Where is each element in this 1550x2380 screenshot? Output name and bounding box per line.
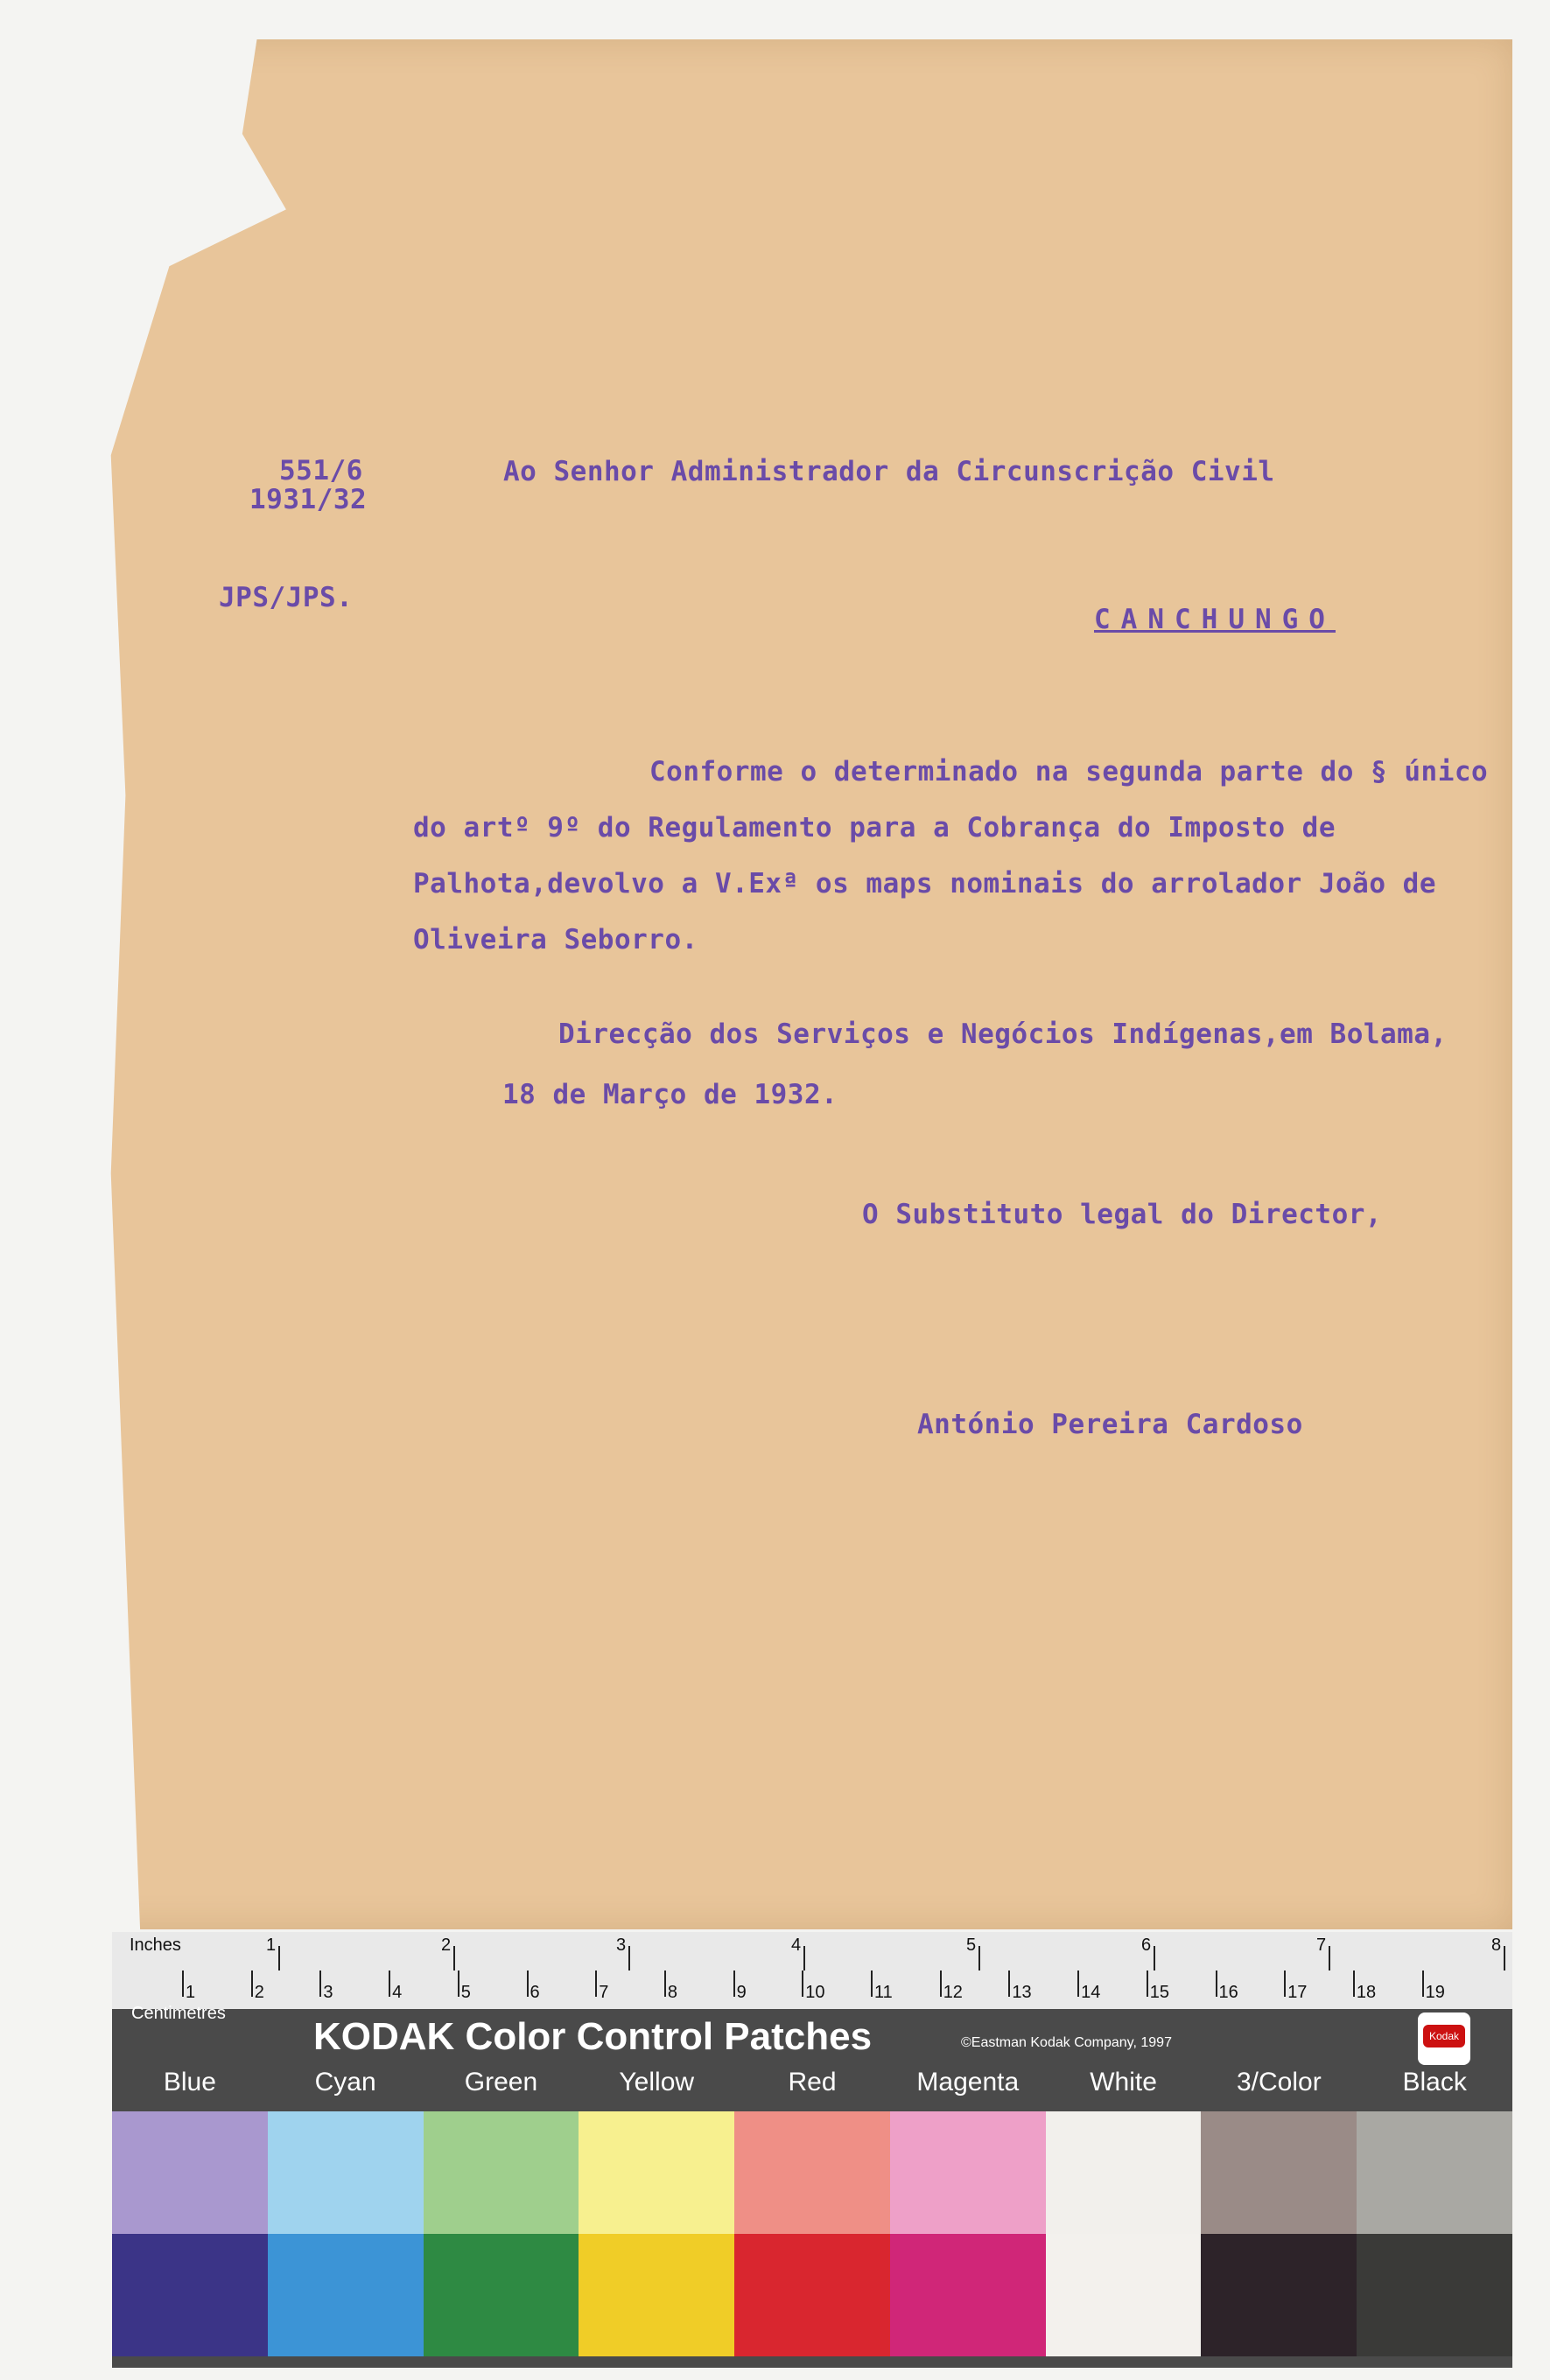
patch-dark — [112, 2234, 268, 2356]
cm-tick — [389, 1970, 390, 1997]
patch-label: Red — [788, 2068, 837, 2096]
patch-light — [734, 2111, 890, 2234]
cm-tick — [1147, 1970, 1148, 1997]
cm-tick — [319, 1970, 321, 1997]
kodak-copyright: ©Eastman Kodak Company, 1997 — [961, 2035, 1172, 2050]
cm-mark-label: 7 — [599, 1983, 609, 2002]
patch-light — [1201, 2111, 1357, 2234]
patch-label: 3/Color — [1237, 2068, 1322, 2096]
patch-dark — [1357, 2234, 1512, 2356]
patch-dark — [734, 2234, 890, 2356]
patch-light — [268, 2111, 424, 2234]
cm-mark-label: 5 — [460, 1983, 471, 2002]
patch-light — [579, 2111, 734, 2234]
kodak-logo — [1418, 2012, 1470, 2065]
inch-tick — [803, 1946, 805, 1970]
kodak-color-control-card — [112, 1932, 1512, 2368]
inch-tick — [278, 1946, 280, 1970]
letter-body: Conforme o determinado na segunda parte do § único do artº 9º do Regulamento para a Cobrança do Imposto de Palhota,devolvo a V.Exª os maps nominais do arrolador João de Oliveira Seborro. — [413, 756, 1489, 956]
patch-row-light — [112, 2111, 1512, 2234]
patch-dark — [424, 2234, 579, 2356]
patch-light — [1046, 2111, 1202, 2234]
cm-mark-label: 13 — [1012, 1983, 1032, 2002]
cm-mark-label: 17 — [1287, 1983, 1308, 2002]
cm-mark-label: 19 — [1425, 1983, 1445, 2002]
inch-tick — [453, 1946, 455, 1970]
cm-tick — [802, 1970, 803, 1997]
cm-tick — [595, 1970, 597, 1997]
inch-tick — [1504, 1946, 1505, 1970]
inch-scale — [112, 1932, 1512, 1970]
inch-tick — [1154, 1946, 1155, 1970]
cm-tick — [733, 1970, 735, 1997]
cm-tick — [1077, 1970, 1079, 1997]
patch-light — [424, 2111, 579, 2234]
cm-mark-label: 18 — [1356, 1983, 1377, 2002]
patch-light — [112, 2111, 268, 2234]
cm-tick — [527, 1970, 529, 1997]
patch-dark — [579, 2234, 734, 2356]
patch-label: Cyan — [314, 2068, 376, 2096]
inch-mark-label: 1 — [266, 1936, 277, 1955]
inch-tick — [628, 1946, 630, 1970]
inch-mark-label: 4 — [791, 1936, 802, 1955]
measurement-ruler — [112, 1932, 1512, 2009]
patch-label: Yellow — [619, 2068, 695, 2096]
signatory-title: O Substituto legal do Director, — [862, 1199, 1383, 1230]
closing-date: 18 de Março de 1932. — [502, 1079, 838, 1110]
patch-label: Magenta — [916, 2068, 1020, 2096]
destination-title: CANCHUNGO — [1094, 604, 1336, 635]
cm-mark-label: 14 — [1081, 1983, 1101, 2002]
cm-mark-label: 6 — [530, 1983, 540, 2002]
patch-dark — [1046, 2234, 1202, 2356]
inch-mark-label: 8 — [1491, 1936, 1502, 1955]
inch-tick — [1329, 1946, 1330, 1970]
patch-labels — [112, 2068, 1512, 2101]
cm-tick — [1422, 1970, 1424, 1997]
cm-tick — [182, 1970, 184, 1997]
cm-mark-label: 11 — [874, 1983, 893, 2002]
closing-place: Direcção dos Serviços e Negócios Indígenas,em Bolama, — [558, 1018, 1448, 1050]
cm-mark-label: 8 — [667, 1983, 678, 2002]
kodak-logo-text: Kodak — [1423, 2025, 1465, 2048]
cm-tick — [251, 1970, 253, 1997]
inch-mark-label: 6 — [1141, 1936, 1152, 1955]
cm-tick — [1008, 1970, 1010, 1997]
inch-mark-label: 2 — [441, 1936, 452, 1955]
document-paper — [53, 39, 1512, 1929]
kodak-title: KODAK Color Control Patches — [313, 2015, 873, 2058]
addressee: Ao Senhor Administrador da Circunscrição Civil — [503, 456, 1275, 487]
patch-label: Green — [464, 2068, 538, 2096]
inch-tick — [978, 1946, 980, 1970]
cm-tick — [664, 1970, 666, 1997]
patch-row-dark — [112, 2234, 1512, 2356]
signatory-name: António Pereira Cardoso — [917, 1409, 1303, 1440]
patch-label: Black — [1402, 2068, 1467, 2096]
cm-mark-label: 10 — [805, 1983, 825, 2002]
cm-mark-label: 16 — [1218, 1983, 1238, 2002]
patch-dark — [268, 2234, 424, 2356]
patch-dark — [1201, 2234, 1357, 2356]
cm-tick — [1216, 1970, 1217, 1997]
cm-mark-label: 12 — [943, 1983, 963, 2002]
inch-mark-label: 7 — [1316, 1936, 1327, 1955]
reference-year: 1931/32 — [249, 484, 368, 515]
cm-mark-label: 1 — [186, 1983, 196, 2002]
patch-light — [1357, 2111, 1512, 2234]
patch-label: Blue — [163, 2068, 216, 2096]
cm-tick — [871, 1970, 873, 1997]
cm-tick — [940, 1970, 942, 1997]
cm-tick — [1353, 1970, 1355, 1997]
cm-mark-label: 4 — [392, 1983, 403, 2002]
patch-label: White — [1090, 2068, 1157, 2096]
cm-mark-label: 3 — [323, 1983, 333, 2002]
cm-mark-label: 2 — [254, 1983, 264, 2002]
inches-label: Inches — [130, 1936, 181, 1955]
inch-mark-label: 5 — [966, 1936, 977, 1955]
cm-tick — [458, 1970, 459, 1997]
cm-tick — [1284, 1970, 1286, 1997]
cm-mark-label: 15 — [1149, 1983, 1170, 2002]
inch-mark-label: 3 — [616, 1936, 627, 1955]
centimetres-label: Centimetres — [131, 2004, 226, 2023]
reference-number: 551/6 — [279, 455, 363, 486]
initials: JPS/JPS. — [219, 582, 354, 613]
centimetre-scale — [112, 1970, 1512, 2009]
cm-mark-label: 9 — [736, 1983, 747, 2002]
patch-light — [890, 2111, 1046, 2234]
patch-dark — [890, 2234, 1046, 2356]
